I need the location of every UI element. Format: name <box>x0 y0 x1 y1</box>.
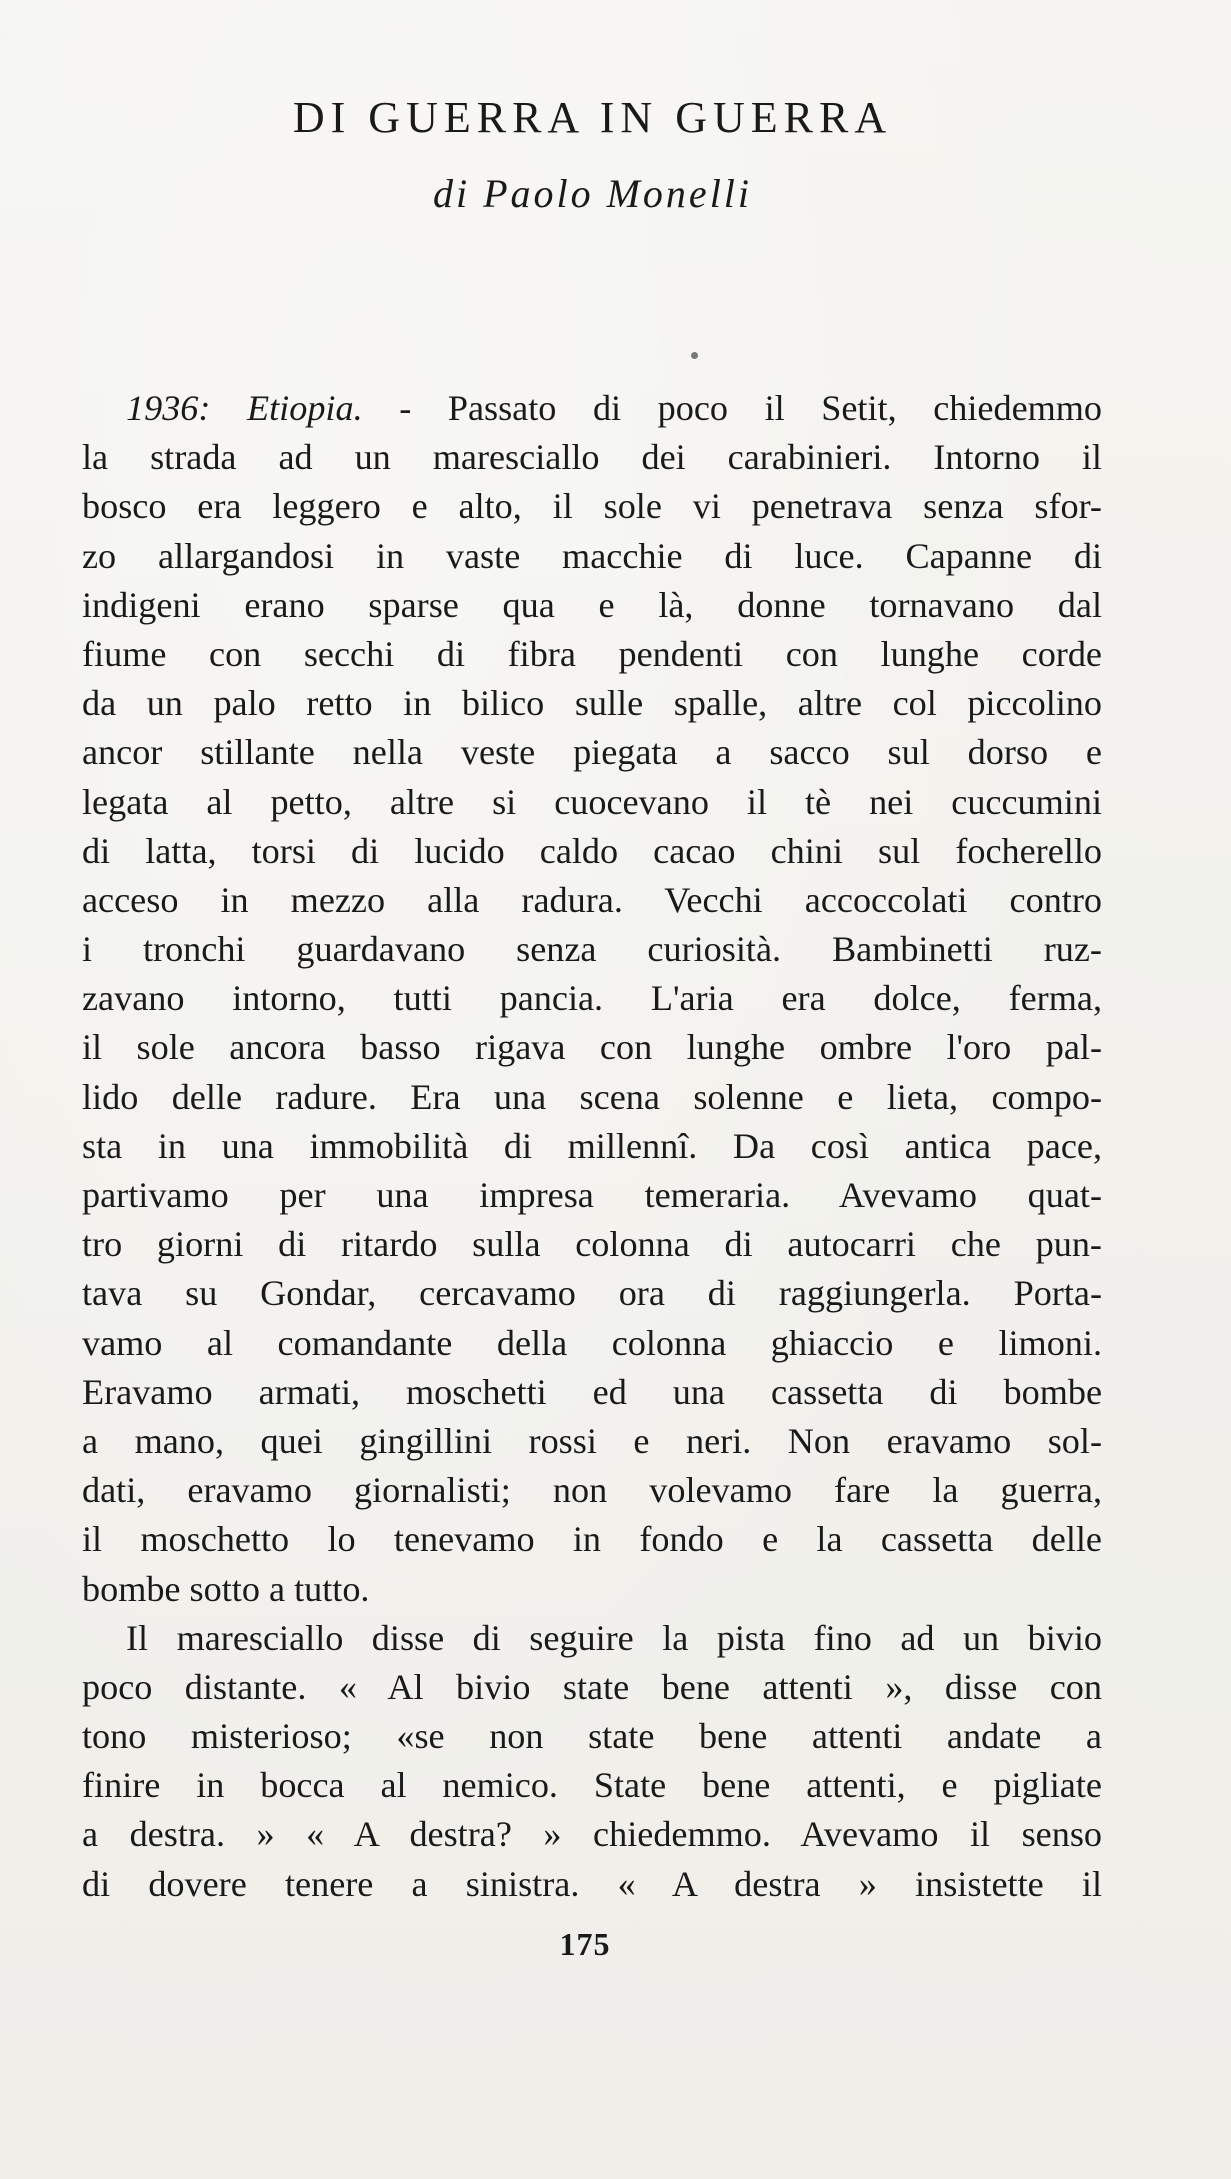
text-line: tava su Gondar, cercavamo ora di raggiungerla. Porta- <box>82 1273 1102 1314</box>
text-line: Il maresciallo disse di seguire la pista fino ad un bivio <box>126 1617 1102 1658</box>
text-line: da un palo retto in bilico sulle spalle, altre col piccolino <box>82 683 1102 724</box>
text-line: zo allargandosi in vaste macchie di luce. Capanne di <box>82 535 1102 576</box>
text-line <box>82 384 1102 433</box>
text-line: tono misterioso; «se non state bene attenti andate a <box>82 1716 1102 1757</box>
text-line: tro giorni di ritardo sulla colonna di autocarri che pun- <box>82 1224 1102 1265</box>
text-line: Eravamo armati, moschetti ed una cassetta di bombe <box>82 1371 1102 1412</box>
article-body <box>82 384 1102 1909</box>
text-line: fiume con secchi di fibra pendenti con lunghe corde <box>82 633 1102 674</box>
text-line: bosco era leggero e alto, il sole vi penetrava senza sfor- <box>82 486 1102 527</box>
text-line: poco distante. « Al bivio state bene attenti », disse con <box>82 1666 1102 1707</box>
page-number: 175 <box>559 1926 611 1962</box>
text-line: legata al petto, altre si cuocevano il tè nei cuccumini <box>82 781 1102 822</box>
text-line: il sole ancora basso rigava con lunghe ombre l'oro pal- <box>82 1027 1102 1068</box>
lead-line-text: - Passato di poco il Setit, chiedemmo <box>399 388 1103 428</box>
lead-date: 1936: <box>126 388 211 428</box>
text-line: zavano intorno, tutti pancia. L'aria era dolce, ferma, <box>82 978 1102 1019</box>
author-byline: di Paolo Monelli <box>432 171 753 216</box>
text-line: indigeni erano sparse qua e là, donne tornavano dal <box>82 584 1102 625</box>
text-line: vamo al comandante della colonna ghiaccio e limoni. <box>82 1322 1102 1363</box>
text-line: bombe sotto a tutto. <box>82 1568 370 1609</box>
text-line: i tronchi guardavano senza curiosità. Bambinetti ruz- <box>82 929 1102 970</box>
text-line: il moschetto lo tenevamo in fondo e la cassetta delle <box>82 1519 1102 1560</box>
text-line: dati, eravamo giornalisti; non volevamo fare la guerra, <box>82 1470 1102 1511</box>
text-line: a destra. » « A destra? » chiedemmo. Avevamo il senso <box>82 1814 1102 1855</box>
text-line: ancor stillante nella veste piegata a sacco sul dorso e <box>82 732 1102 773</box>
text-line: finire in bocca al nemico. State bene attenti, e pigliate <box>82 1765 1102 1806</box>
text-line: la strada ad un maresciallo dei carabinieri. Intorno il <box>82 437 1102 478</box>
text-line: di dovere tenere a sinistra. « A destra » insistette il <box>82 1863 1102 1904</box>
text-line: a mano, quei gingillini rossi e neri. Non eravamo sol- <box>82 1420 1102 1461</box>
text-line: lido delle radure. Era una scena solenne e lieta, compo- <box>82 1076 1102 1117</box>
text-line: sta in una immobilità di millennî. Da così antica pace, <box>82 1125 1102 1166</box>
text-line: di latta, torsi di lucido caldo cacao chini sul focherello <box>82 830 1102 871</box>
lead-place: Etiopia. <box>247 388 363 428</box>
chapter-title: DI GUERRA IN GUERRA <box>292 93 893 142</box>
text-line: acceso in mezzo alla radura. Vecchi accoccolati contro <box>82 879 1102 920</box>
text-line: partivamo per una impresa temeraria. Avevamo quat- <box>82 1175 1102 1215</box>
paper-speck <box>691 352 698 359</box>
